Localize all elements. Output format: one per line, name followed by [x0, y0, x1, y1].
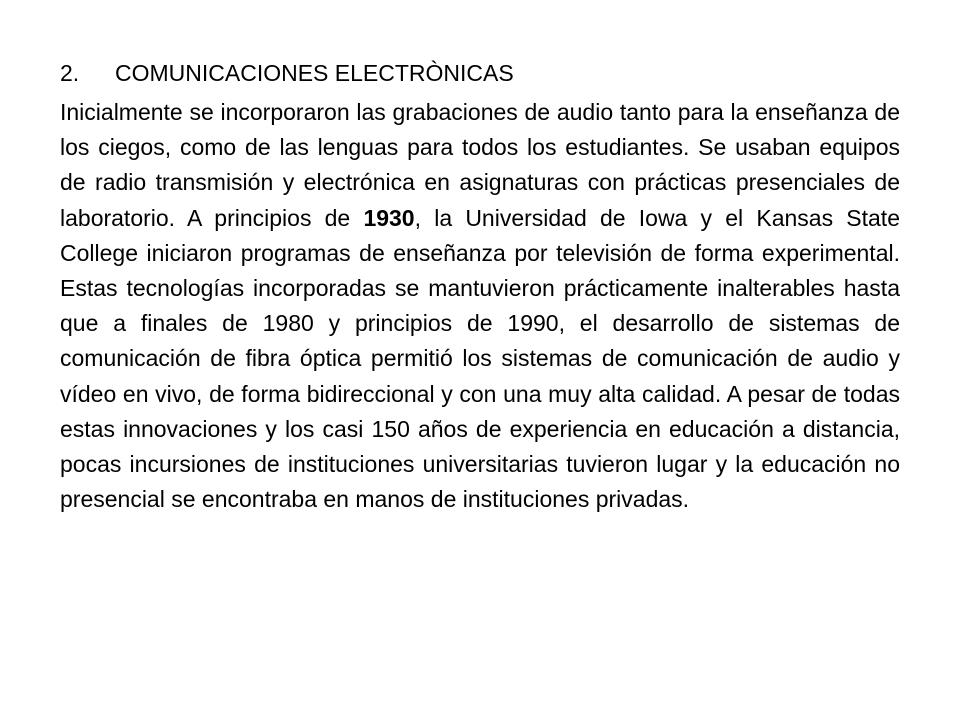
section-heading: [60, 55, 900, 91]
paragraph-text-rest: , la Universidad de Iowa y el Kansas State College iniciaron programas de enseñanza por televisión de forma experimental. Estas tecnologías incorporadas se mantuvieron prácticamente inalterables hasta que a finales de 1980 y principios de 1990, el desarrollo de sistemas de comunicación de fibra óptica permitió los sistemas de comunicación de audio y vídeo en vivo, de forma bidireccional y con una muy alta calidad. A pesar de todas estas innovaciones y los casi 150 años de experiencia en educación a distancia, pocas incursiones de instituciones universitarias tuvieron lugar y la educación no presencial se encontraba en manos de instituciones privadas.: [60, 204, 900, 513]
section-title: COMUNICACIONES ELECTRÒNICAS: [115, 60, 514, 86]
section-number: 2.: [60, 60, 80, 86]
body-paragraph: [60, 95, 900, 517]
highlighted-year: 1930: [363, 204, 415, 231]
paragraph-text-intro: Inicialmente se incorporaron las grabaciones de audio tanto para la enseñanza de los ciegos, como de las lenguas para todos los estudiantes. Se usaban equipos de radio transmisión y electrónica en asignaturas con prácticas presenciales de laboratorio. A principios de: [60, 99, 900, 231]
slide-content: [60, 55, 900, 517]
